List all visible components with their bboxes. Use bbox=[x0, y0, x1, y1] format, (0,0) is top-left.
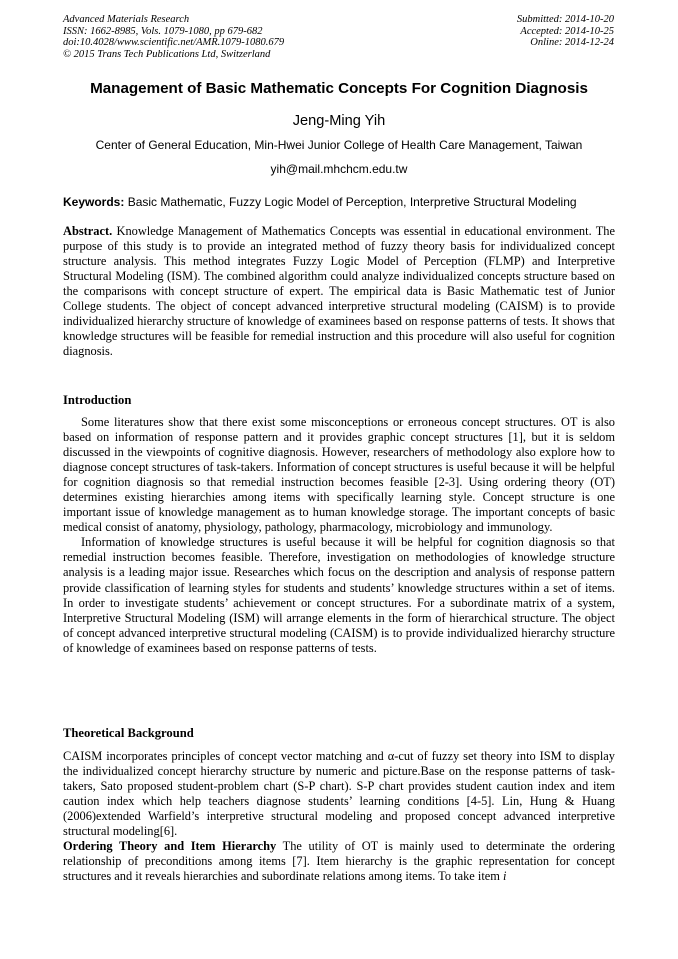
accepted-date: Accepted: 2014-10-25 bbox=[520, 25, 614, 37]
keywords-label: Keywords: bbox=[63, 195, 125, 209]
theory-heading: Theoretical Background bbox=[63, 726, 194, 740]
theory-paragraph-2 bbox=[63, 839, 615, 884]
journal-name: Advanced Materials Research bbox=[63, 14, 190, 25]
theory-section bbox=[63, 749, 615, 884]
ordering-theory-label: Ordering Theory and Item Hierarchy bbox=[63, 839, 277, 854]
copyright-line: © 2015 Trans Tech Publications Ltd, Switzerland bbox=[63, 48, 271, 60]
submitted-date: Submitted: 2014-10-20 bbox=[516, 14, 614, 25]
author-email: yih@mail.mhchcm.edu.tw bbox=[270, 162, 408, 176]
doi-line: doi:10.4028/www.scientific.net/AMR.1079-1080.679 bbox=[63, 37, 285, 49]
journal-info bbox=[63, 14, 284, 60]
author-affiliation: Center of General Education, Min-Hwei Junior College of Health Care Management, Taiwan bbox=[95, 138, 583, 152]
keywords bbox=[63, 195, 623, 209]
abstract bbox=[63, 224, 615, 359]
ordering-theory-text: The utility of OT is mainly used to determinate the ordering relationship of preconditions among items [7]. Item hierarchy is the graphic representation for concept structures and it reveals hierarchies and subordinate relations among items. To take item bbox=[63, 839, 616, 884]
issn-line: ISSN: 1662-8985, Vols. 1079-1080, pp 679-682 bbox=[63, 25, 263, 37]
online-date: Online: 2014-12-24 bbox=[530, 37, 614, 49]
abstract-text: Knowledge Management of Mathematics Concepts was essential in educational environment. The purpose of this study is to provide an integrated method of fuzzy theory basis for individualized concept structure analysis. This method integrates Fuzzy Logic Model of Perception (FLMP) and Interpretive Structural Modeling (ISM). The combined algorithm could analyze individualized concepts structure based on the comparisons with concept structure of expert. The empirical data is Basic Mathematic test of Junior College students. The object of concept advanced interpretive structural modeling (CAISM) is to provide individualized hierarchy structure of knowledge of examinees based on response patterns of tests. It shows that knowledge structures will be feasible for remedial instruction and this procedure will also useful for cognition diagnosis. bbox=[63, 224, 615, 359]
author-name: Jeng-Ming Yih bbox=[292, 113, 386, 129]
introduction-heading: Introduction bbox=[63, 393, 132, 407]
theory-paragraph-1: CAISM incorporates principles of concept vector matching and α-cut of fuzzy set theory into ISM to display the individualized concept hierarchy structure by numeric and picture.Base on the response patterns of task-takers, Sato proposed student-problem chart (S-P chart). S-P chart provides student caution index and item caution index which help teachers diagnose students’ learning conditions [4-5]. Lin, Hung & Huang (2006)extended Warfield’s interpretive structural modeling and proposed concept advanced interpretive structural modeling[6]. bbox=[63, 749, 615, 839]
abstract-label: Abstract. bbox=[63, 224, 113, 238]
introduction-paragraph-2: Information of knowledge structures is useful because it will be helpful for cognition diagnosis so that remedial instruction becomes feasible. Therefore, investigation on methodologies of knowledge structure analysis is a leading major issue. Researches which focus on the description and analysis of response pattern provide classification of learning styles for students and students’ knowledge structures within a set of items. In order to investigate students’ achievement or concept structures. For a subordinate matrix of a system, Interpretive Structural Modeling (ISM) will arrange elements in the form of hierarchical structure. The object of concept advanced interpretive structural modeling (CAISM) is to provide individualized hierarchy structure of knowledge of examinees based on response patterns of tests. bbox=[63, 535, 615, 655]
keywords-text: Basic Mathematic, Fuzzy Logic Model of Perception, Interpretive Structural Modeling bbox=[124, 195, 577, 209]
dates-info bbox=[517, 14, 614, 49]
introduction-paragraph-1: Some literatures show that there exist some misconceptions or erroneous concept structures. OT is also based on information of response pattern and it provides graphic concept structures [1], but it is seldom discussed in the viewpoints of cognitive diagnosis. However, researchers of methodology also explore how to diagnose concept structures of task-takers. Information of concept structures is useful because it will be helpful for cognition diagnosis so that remedial instruction becomes feasible [2-3]. Using ordering theory (OT) determines existing hierarchies among items with specifically learning style. Concept structure is one important issue of knowledge management as to human knowledge storage. The important concepts of basic medical consist of anatomy, physiology, pathology, pharmacology, microbiology and immunology. bbox=[63, 415, 615, 535]
item-variable: i bbox=[503, 869, 507, 884]
paper-title: Management of Basic Mathematic Concepts For Cognition Diagnosis bbox=[90, 80, 588, 97]
introduction-section bbox=[63, 415, 615, 656]
